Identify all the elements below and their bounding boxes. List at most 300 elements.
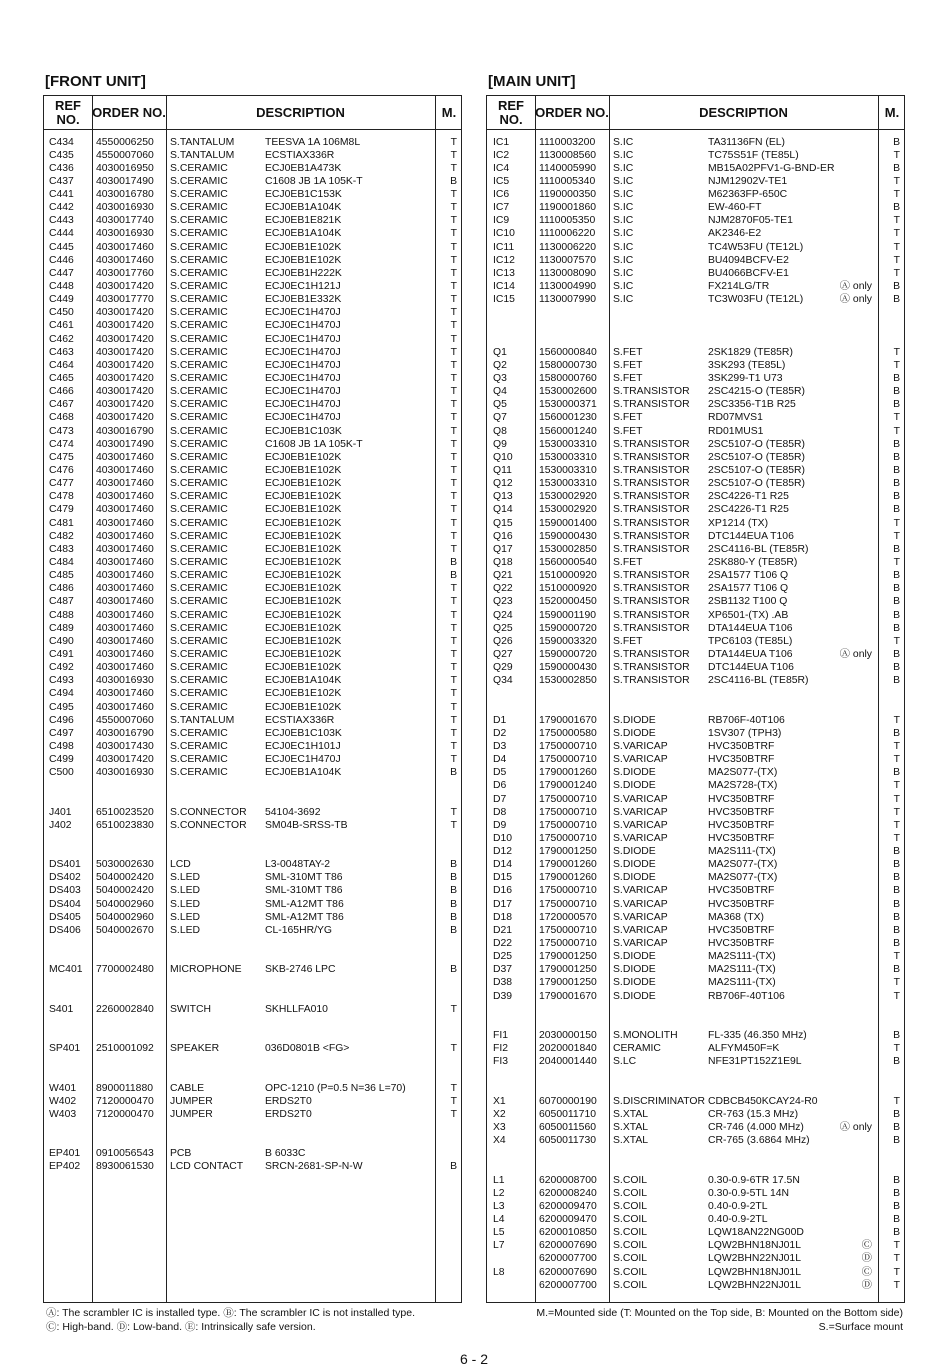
order-no: 6200007700 xyxy=(539,1253,597,1265)
mounted-side: B xyxy=(893,675,900,687)
mounted-side: T xyxy=(450,425,457,437)
mounted-side: B xyxy=(893,162,900,174)
ref-no: C491 xyxy=(49,648,74,660)
part-number: LQW18AN22NG00D xyxy=(708,1227,804,1239)
order-no: 4030017460 xyxy=(96,556,154,568)
order-no: 1590000430 xyxy=(539,530,597,542)
mounted-side: T xyxy=(450,149,457,161)
main-unit-title: [MAIN UNIT] xyxy=(488,73,576,90)
mounted-side: T xyxy=(450,1095,457,1107)
order-no: 1110003200 xyxy=(539,136,596,148)
order-no: 1590000720 xyxy=(539,648,597,660)
part-number: 0.40-0.9-2TL xyxy=(708,1213,768,1225)
order-no: 4030017460 xyxy=(96,530,154,542)
header-divider xyxy=(44,129,461,130)
part-number: ECJ0EB1H222K xyxy=(265,267,342,279)
ref-no: Q24 xyxy=(493,609,513,621)
ref-no: D8 xyxy=(493,806,507,818)
order-no: 1530002600 xyxy=(539,386,597,398)
description-header: DESCRIPTION xyxy=(256,105,345,120)
order-no: 4030016930 xyxy=(96,228,154,240)
table-row xyxy=(487,898,904,911)
part-number: SML-310MT T86 xyxy=(265,872,343,884)
part-type: S.VARICAP xyxy=(613,898,668,910)
part-number: ECJ0EC1H470J xyxy=(265,754,341,766)
ref-no: FI2 xyxy=(493,1043,509,1055)
table-row xyxy=(487,477,904,490)
part-number: ECJ0EB1E102K xyxy=(265,543,342,555)
order-no: 6200010850 xyxy=(539,1227,597,1239)
part-number: MA2S111-(TX) xyxy=(708,951,776,963)
part-number: ECJ0EC1H470J xyxy=(265,333,341,345)
ref-no: Q9 xyxy=(493,438,507,450)
order-no: 1530000371 xyxy=(539,399,597,411)
part-number: HVC350BTRF xyxy=(708,819,775,831)
order-no: 4030017490 xyxy=(96,175,154,187)
table-row xyxy=(487,779,904,792)
mounted-side: B xyxy=(450,872,457,884)
order-no: 4030017460 xyxy=(96,701,154,713)
table-row xyxy=(487,451,904,464)
ref-no: C479 xyxy=(49,504,74,516)
part-type: S.XTAL xyxy=(613,1108,649,1120)
part-type: S.COIL xyxy=(613,1227,648,1239)
ref-no: C465 xyxy=(49,373,74,385)
part-number: SKHLLFA010 xyxy=(265,1003,328,1015)
table-row xyxy=(487,727,904,740)
table-row xyxy=(44,411,461,424)
ref-no: Q5 xyxy=(493,399,507,411)
ref-no: C475 xyxy=(49,451,74,463)
table-row xyxy=(487,517,904,530)
ref-no: IC13 xyxy=(493,267,515,279)
part-number: SML-A12MT T86 xyxy=(265,898,344,910)
order-no: 4030017460 xyxy=(96,241,154,253)
table-row xyxy=(44,254,461,267)
table-row xyxy=(44,201,461,214)
table-row xyxy=(44,503,461,516)
mounted-side: B xyxy=(893,1135,900,1147)
ref-no: Q22 xyxy=(493,583,513,595)
mounted-side: T xyxy=(893,714,900,726)
ref-no: J401 xyxy=(49,806,72,818)
ref-no: C478 xyxy=(49,491,74,503)
order-no: 4030017460 xyxy=(96,635,154,647)
ref-no: D22 xyxy=(493,938,513,950)
table-row xyxy=(44,227,461,240)
part-type: S.CERAMIC xyxy=(170,543,228,555)
order-no: 4030017460 xyxy=(96,465,154,476)
order-no: 1130006220 xyxy=(539,241,597,253)
part-type: S.FET xyxy=(613,635,643,647)
part-number: MA2S728-(TX) xyxy=(708,780,778,792)
table-row xyxy=(44,241,461,254)
page-number: 6 - 2 xyxy=(460,1351,489,1367)
order-no: 4030017460 xyxy=(96,662,154,674)
part-type: S.CERAMIC xyxy=(170,294,228,306)
mounted-side: T xyxy=(450,438,457,450)
ref-no: C449 xyxy=(49,294,74,306)
ref-no: C498 xyxy=(49,740,74,752)
part-number: 0.30-0.9-6TR 17.5N xyxy=(708,1174,800,1186)
variant-note: Ⓒ xyxy=(861,1240,872,1252)
table-row xyxy=(44,714,461,727)
part-type: S.DIODE xyxy=(613,859,656,871)
table-row xyxy=(487,1200,904,1213)
mounted-side: T xyxy=(450,1082,457,1094)
order-no: 4030017460 xyxy=(96,517,154,529)
order-no: 4030017460 xyxy=(96,688,154,700)
mounted-side: B xyxy=(450,570,457,582)
table-row xyxy=(487,1252,904,1265)
mounted-side: B xyxy=(893,570,900,582)
order-no: 6050011560 xyxy=(539,1122,597,1133)
ref-no: Q29 xyxy=(493,662,513,674)
table-row xyxy=(44,569,461,582)
ref-no: D2 xyxy=(493,727,507,739)
part-type: S.CERAMIC xyxy=(170,215,228,227)
part-number: BU4066BCFV-E1 xyxy=(708,267,789,279)
part-number: ECJ0EB1E821K xyxy=(265,215,342,227)
order-no: 1530002850 xyxy=(539,543,597,555)
ref-no: D9 xyxy=(493,819,507,831)
order-no: 1580000730 xyxy=(539,359,597,371)
part-number: HVC350BTRF xyxy=(708,806,775,818)
order-no: 4030017420 xyxy=(96,307,154,319)
part-type: S.CERAMIC xyxy=(170,635,228,647)
part-type: S.CERAMIC xyxy=(170,359,228,371)
mounted-side: B xyxy=(893,846,900,858)
part-number: HVC350BTRF xyxy=(708,832,775,844)
mounted-side: T xyxy=(450,215,457,227)
order-no: 7700002480 xyxy=(96,964,154,976)
variant-note: Ⓐ only xyxy=(839,1122,872,1133)
part-type: S.CERAMIC xyxy=(170,754,228,766)
table-row xyxy=(487,806,904,819)
ref-no: C448 xyxy=(49,281,74,293)
part-type: S.CERAMIC xyxy=(170,688,228,700)
part-type: S.CERAMIC xyxy=(170,556,228,568)
ref-no: C445 xyxy=(49,241,74,253)
order-no: 4030017460 xyxy=(96,491,154,503)
order-no: 4030016790 xyxy=(96,425,154,437)
mounted-side: T xyxy=(893,754,900,766)
mounted-side: B xyxy=(450,924,457,936)
ref-no: IC7 xyxy=(493,202,510,214)
part-number: ECJ0EB1E102K xyxy=(265,583,342,595)
ref-no: D3 xyxy=(493,740,507,752)
order-no: 1190000350 xyxy=(539,189,597,201)
mounted-side: T xyxy=(450,727,457,739)
ref-no: Q12 xyxy=(493,478,513,490)
order-no: 1530002850 xyxy=(539,675,597,687)
mounted-side: T xyxy=(450,635,457,647)
ref-no: C473 xyxy=(49,425,74,437)
variant-note: Ⓓ xyxy=(861,1253,872,1265)
order-no: 1560000540 xyxy=(539,556,597,568)
part-type: S.FET xyxy=(613,556,643,568)
mounted-side: B xyxy=(450,964,457,976)
part-number: SML-310MT T86 xyxy=(265,885,343,897)
mounted-side: B xyxy=(450,767,457,779)
part-type: LCD CONTACT xyxy=(170,1161,244,1173)
order-no: 4030016780 xyxy=(96,189,154,201)
order-no: 2020001840 xyxy=(539,1043,597,1055)
table-row xyxy=(487,582,904,595)
ref-no: L5 xyxy=(493,1227,505,1239)
mounted-side: T xyxy=(893,793,900,805)
mounted-side: T xyxy=(893,819,900,831)
part-type: S.CERAMIC xyxy=(170,767,228,779)
mounted-side: T xyxy=(450,281,457,293)
table-row xyxy=(487,1266,904,1279)
ref-no: L2 xyxy=(493,1187,505,1199)
part-type: S.XTAL xyxy=(613,1122,649,1133)
ref-no: Q26 xyxy=(493,635,513,647)
part-type: S.CERAMIC xyxy=(170,504,228,516)
ref-no: Q10 xyxy=(493,451,513,463)
table-row xyxy=(44,582,461,595)
part-type: S.IC xyxy=(613,267,634,279)
table-row xyxy=(44,319,461,332)
part-type: S.IC xyxy=(613,136,634,148)
mounted-side: B xyxy=(893,373,900,385)
mounted-side: T xyxy=(893,189,900,201)
part-number: ECJ0EC1H470J xyxy=(265,307,341,319)
order-no: 1750000710 xyxy=(539,832,597,844)
mounted-side: B xyxy=(450,898,457,910)
mounted-side: T xyxy=(893,517,900,529)
table-row xyxy=(44,595,461,608)
ref-no: C463 xyxy=(49,346,74,358)
part-type: CABLE xyxy=(170,1082,205,1094)
part-number: 2SC4226-T1 R25 xyxy=(708,491,789,503)
part-number: TEESVA 1A 106M8L xyxy=(265,136,361,148)
mounted-side: B xyxy=(450,556,457,568)
part-number: 2SK880-Y (TE85R) xyxy=(708,556,798,568)
part-type: S.TRANSISTOR xyxy=(613,399,690,411)
mounted-side: B xyxy=(893,399,900,411)
ref-no: C442 xyxy=(49,202,74,214)
table-row xyxy=(487,753,904,766)
order-no: 6200007700 xyxy=(539,1279,597,1291)
part-type: S.TRANSISTOR xyxy=(613,530,690,542)
part-type: S.TANTALUM xyxy=(170,149,235,161)
table-row xyxy=(44,136,461,149)
ref-no: IC5 xyxy=(493,175,510,187)
table-row xyxy=(487,990,904,1003)
part-number: 2SK1829 (TE85R) xyxy=(708,346,793,358)
table-row xyxy=(487,201,904,214)
mounted-side: B xyxy=(893,543,900,555)
ref-no: Q23 xyxy=(493,596,513,608)
ref-no: DS403 xyxy=(49,885,81,897)
ref-no: Q25 xyxy=(493,622,513,634)
part-type: S.CERAMIC xyxy=(170,675,228,687)
part-number: 2SC5107-O (TE85R) xyxy=(708,465,806,476)
part-number: ECJ0EB1A104K xyxy=(265,202,342,214)
part-type: S.TANTALUM xyxy=(170,136,235,148)
mounted-side: T xyxy=(893,267,900,279)
part-number: 2SA1577 T106 Q xyxy=(708,583,789,595)
part-number: NJM12902V-TE1 xyxy=(708,175,788,187)
part-number: B 6033C xyxy=(265,1148,306,1160)
part-type: S.CERAMIC xyxy=(170,189,228,201)
order-no: 1110005350 xyxy=(539,215,596,227)
order-no: 1130007990 xyxy=(539,294,597,306)
order-no: 6070000190 xyxy=(539,1095,597,1107)
mounted-side: B xyxy=(893,491,900,503)
part-type: S.DIODE xyxy=(613,951,656,963)
part-type: S.TRANSISTOR xyxy=(613,517,690,529)
mounted-side: B xyxy=(893,596,900,608)
part-type: S.CERAMIC xyxy=(170,740,228,752)
part-number: FX214LG/TR xyxy=(708,281,770,293)
part-type: S.IC xyxy=(613,281,634,293)
part-type: S.VARICAP xyxy=(613,793,668,805)
table-row xyxy=(487,214,904,227)
order-no: 1530003310 xyxy=(539,438,597,450)
part-number: LQW2BHN18NJ01L xyxy=(708,1266,801,1278)
ref-no: D21 xyxy=(493,924,513,936)
part-type: S.TRANSISTOR xyxy=(613,465,690,476)
table-row xyxy=(487,425,904,438)
mounted-side: B xyxy=(893,504,900,516)
footnote-mounted-side: M.=Mounted side (T: Mounted on the Top side, B: Mounted on the Bottom side) xyxy=(536,1307,903,1319)
mounted-side: B xyxy=(893,438,900,450)
ref-no: D6 xyxy=(493,780,507,792)
ref-no: C443 xyxy=(49,215,74,227)
part-type: S.CERAMIC xyxy=(170,307,228,319)
table-row xyxy=(44,609,461,622)
ref-no: X4 xyxy=(493,1135,506,1147)
ref-no: C486 xyxy=(49,583,74,595)
mounted-side: B xyxy=(893,1030,900,1042)
table-row xyxy=(44,687,461,700)
ref-no: D15 xyxy=(493,872,513,884)
order-no: 1790001250 xyxy=(539,964,597,976)
part-type: S.VARICAP xyxy=(613,819,668,831)
part-number: M62363FP-650C xyxy=(708,189,788,201)
part-number: 2SC5107-O (TE85R) xyxy=(708,438,806,450)
part-number: 2SC4116-BL (TE85R) xyxy=(708,675,809,687)
table-row xyxy=(44,858,461,871)
table-row xyxy=(44,346,461,359)
part-number: DTC144EUA T106 xyxy=(708,662,794,674)
part-number: ECJ0EB1E102K xyxy=(265,504,342,516)
order-no: 1750000710 xyxy=(539,819,597,831)
ref-no: L3 xyxy=(493,1200,505,1212)
part-type: S.CONNECTOR xyxy=(170,806,247,818)
table-row xyxy=(44,385,461,398)
mounted-side: B xyxy=(450,1161,457,1173)
table-row xyxy=(487,241,904,254)
order-no: 1520000450 xyxy=(539,596,597,608)
order-no: 4030017420 xyxy=(96,754,154,766)
part-type: S.TRANSISTOR xyxy=(613,648,690,660)
ref-no: L4 xyxy=(493,1213,505,1225)
variant-note: Ⓐ only xyxy=(839,294,872,306)
ref-no: IC11 xyxy=(493,241,515,253)
table-row xyxy=(487,503,904,516)
part-number: ECJ0EB1E102K xyxy=(265,556,342,568)
mounted-side: T xyxy=(450,714,457,726)
order-no: 1790001260 xyxy=(539,767,597,779)
part-number: TC75S51F (TE85L) xyxy=(708,149,799,161)
part-number: 2SC5107-O (TE85R) xyxy=(708,451,806,463)
part-type: S.FET xyxy=(613,359,643,371)
table-row xyxy=(487,1108,904,1121)
table-row xyxy=(487,175,904,188)
mounted-side: T xyxy=(450,609,457,621)
part-number: 0.30-0.9-5TL 14N xyxy=(708,1187,790,1199)
table-row xyxy=(44,924,461,937)
part-number: LQW2BHN22NJ01L xyxy=(708,1253,801,1265)
mounted-side: T xyxy=(450,333,457,345)
order-no: 4550007060 xyxy=(96,149,154,161)
ref-no: C444 xyxy=(49,228,74,240)
ref-no: C488 xyxy=(49,609,74,621)
mounted-side: B xyxy=(893,583,900,595)
table-row xyxy=(44,1042,461,1055)
table-row xyxy=(44,556,461,569)
order-no: 4030017420 xyxy=(96,399,154,411)
ref-no: C493 xyxy=(49,675,74,687)
table-row xyxy=(487,254,904,267)
order-no: 1790001250 xyxy=(539,951,597,963)
ref-no: DS402 xyxy=(49,872,81,884)
ref-no: C497 xyxy=(49,727,74,739)
order-no: 1590000430 xyxy=(539,662,597,674)
mounted-side: T xyxy=(893,990,900,1002)
ref-no: EP402 xyxy=(49,1161,81,1173)
part-type: S.LED xyxy=(170,872,201,884)
part-type: S.DIODE xyxy=(613,714,656,726)
part-type: S.VARICAP xyxy=(613,938,668,950)
order-no: 1510000920 xyxy=(539,570,597,582)
order-no: 2030000150 xyxy=(539,1030,597,1042)
table-row xyxy=(44,1160,461,1173)
table-row xyxy=(44,293,461,306)
table-row xyxy=(487,359,904,372)
part-type: S.CERAMIC xyxy=(170,570,228,582)
mounted-side: T xyxy=(893,556,900,568)
order-no: 1510000920 xyxy=(539,583,597,595)
table-row xyxy=(487,674,904,687)
ref-no: IC4 xyxy=(493,162,510,174)
order-no: 1530003310 xyxy=(539,478,597,490)
part-type: S.LED xyxy=(170,898,201,910)
table-row xyxy=(44,648,461,661)
order-no: 4030017460 xyxy=(96,504,154,516)
part-number: ECJ0EB1C103K xyxy=(265,727,342,739)
part-type: S.LED xyxy=(170,924,201,936)
ref-no: Q17 xyxy=(493,543,513,555)
mounted-side: B xyxy=(893,898,900,910)
part-number: DTA144EUA T106 xyxy=(708,648,793,660)
mounted-side: T xyxy=(450,806,457,818)
part-number: XP1214 (TX) xyxy=(708,517,769,529)
table-row xyxy=(44,1082,461,1095)
part-number: ECJ0EB1E332K xyxy=(265,294,342,306)
order-no: 6200007690 xyxy=(539,1266,597,1278)
ref-no: Q7 xyxy=(493,412,507,424)
part-type: S.CERAMIC xyxy=(170,346,228,358)
table-row xyxy=(44,175,461,188)
table-row xyxy=(487,1095,904,1108)
part-type: S.IC xyxy=(613,202,634,214)
part-type: SWITCH xyxy=(170,1003,211,1015)
